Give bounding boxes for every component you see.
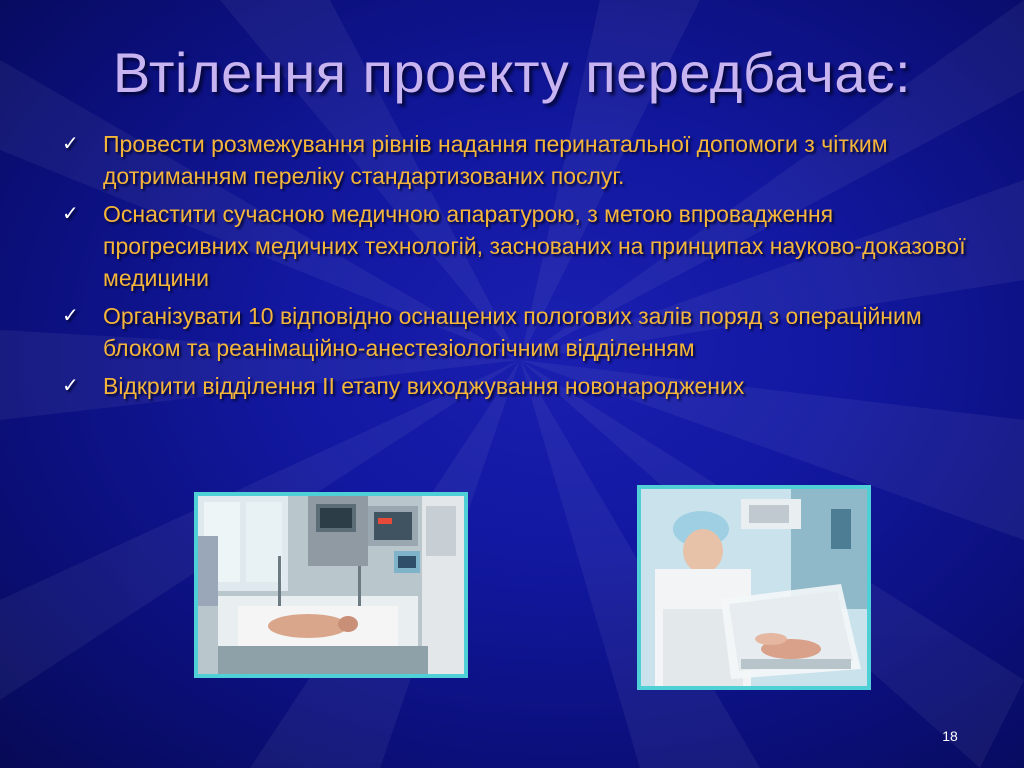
bullet-item: [60, 198, 970, 294]
bullet-list: [60, 128, 970, 408]
bullet-text: Відкрити відділення ІІ етапу виходжування новонароджених: [103, 373, 745, 399]
nicu-photo: [194, 492, 468, 678]
checkmark-icon: ✓: [62, 203, 79, 225]
bullet-text: Організувати 10 відповідно оснащених пологових залів поряд з операційним блоком та реанімаційно-анестезіологічним відділенням: [103, 303, 922, 361]
page-number: 18: [942, 728, 958, 744]
checkmark-icon: ✓: [62, 305, 79, 327]
bullet-text: Оснастити сучасною медичною апаратурою, з метою впровадження прогресивних медичних технологій, заснованих на принципах науково-доказової медицини: [103, 201, 966, 291]
bullet-item: [60, 300, 970, 364]
slide-title: Втілення проекту передбачає:: [112, 41, 912, 104]
checkmark-icon: ✓: [62, 375, 79, 397]
bullet-item: [60, 370, 970, 402]
checkmark-icon: ✓: [62, 133, 79, 155]
nurse-incubator-photo: [637, 485, 871, 690]
bullet-text: Провести розмежування рівнів надання перинатальної допомоги з чітким дотриманням переліку стандартизованих послуг.: [103, 131, 888, 189]
bullet-item: [60, 128, 970, 192]
